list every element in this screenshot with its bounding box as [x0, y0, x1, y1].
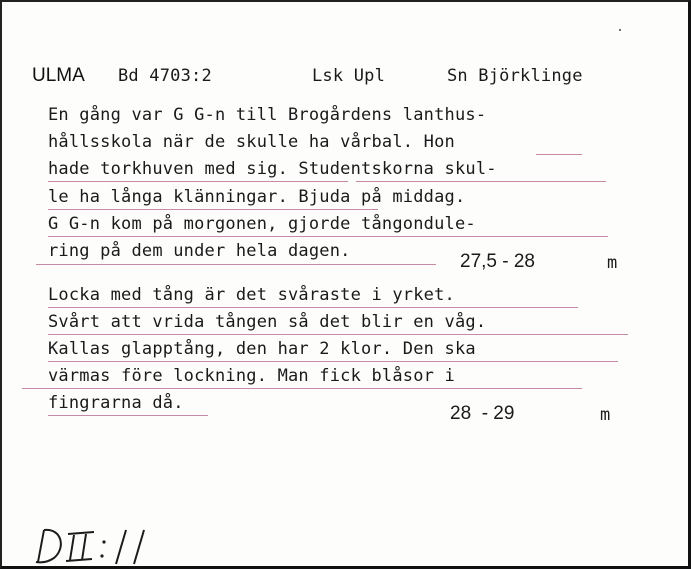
text-line-2: hållsskola när de skulle ha vårbal. Hon: [48, 132, 455, 152]
text-line-9: Kallas glapptång, den har 2 klor. Den ska: [48, 339, 476, 359]
underline-1: [536, 154, 582, 155]
underline-4: [48, 209, 378, 210]
measurement-2-value: 28 - 29: [450, 403, 515, 424]
measurement-2-unit: m: [600, 405, 611, 425]
underline-5: [48, 236, 608, 237]
archive-name: ULMA: [32, 65, 85, 86]
record-code: Bd 4703:2: [118, 66, 212, 86]
text-line-8: Svårt att vrida tången så det blir en våg.: [48, 312, 487, 332]
speck: [619, 29, 621, 31]
underline-2: [48, 181, 348, 182]
measurement-1-value: 27,5 - 28: [460, 251, 535, 272]
record-parish: Sn Björklinge: [447, 66, 583, 86]
underline-8: [48, 334, 628, 335]
record-category: Lsk Upl: [312, 66, 386, 86]
handwritten-signature: [32, 524, 162, 568]
text-line-1: En gång var G G-n till Brogårdens lanthus-: [48, 105, 487, 125]
underline-3: [356, 181, 606, 182]
measurement-1-unit: m: [607, 253, 618, 273]
text-line-5: G G-n kom på morgonen, gjorde tångondule-: [48, 214, 476, 234]
text-line-10: värmas före lockning. Man fick blåsor i: [48, 366, 455, 386]
underline-10: [22, 388, 582, 389]
underline-11: [48, 415, 208, 416]
text-line-3: hade torkhuven med sig. Studentskorna skul-: [48, 159, 497, 179]
text-line-6: ring på dem under hela dagen.: [48, 241, 351, 261]
text-line-11: fingrarna då.: [48, 393, 184, 413]
underline-9: [48, 361, 618, 362]
text-line-4: le ha långa klänningar. Bjuda på middag.: [48, 187, 466, 207]
underline-6: [36, 264, 436, 265]
text-line-7: Locka med tång är det svåraste i yrket.: [48, 285, 455, 305]
underline-7: [48, 307, 578, 308]
